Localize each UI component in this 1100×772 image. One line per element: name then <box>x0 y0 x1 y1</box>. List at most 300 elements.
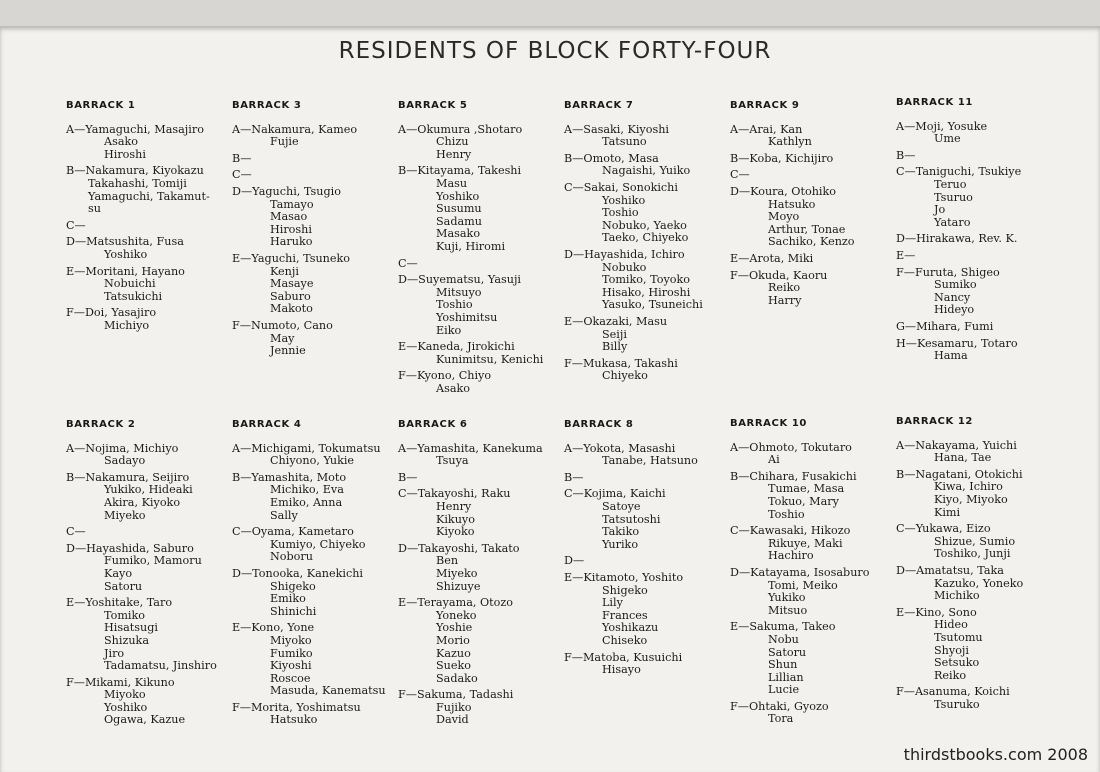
family-head-line <box>896 321 1076 334</box>
family-member: Kikuyo <box>436 512 475 526</box>
head-of-family: Arota, Miki <box>749 251 814 265</box>
family-member: Nagaishi, Yuiko <box>602 164 691 178</box>
family-head-line <box>66 597 246 610</box>
head-of-family: Oyama, Kametaro <box>251 525 354 539</box>
family-member: Tatsutoshi <box>602 512 661 526</box>
family-entry <box>730 169 910 182</box>
family-entry <box>232 153 412 166</box>
family-member: Ai <box>768 453 780 467</box>
head-of-family: Taniguchi, Tsukiye <box>915 165 1022 179</box>
family-member: Ben <box>436 554 459 568</box>
family-head-line <box>232 253 412 266</box>
head-of-family: Yoshitake, Taro <box>85 596 173 610</box>
unit-letter: E— <box>730 620 750 634</box>
family-entry <box>232 186 412 249</box>
family-head-line <box>730 567 910 580</box>
unit-letter: A— <box>564 441 584 455</box>
unit-letter: A— <box>398 122 418 136</box>
family-member: Yukiko <box>768 591 806 605</box>
unit-letter: F— <box>232 318 251 332</box>
family-member: Shizuye <box>436 579 481 593</box>
family-member: Nancy <box>934 290 971 304</box>
unit-letter: B— <box>398 470 418 484</box>
watermark: thirdstbooks.com 2008 <box>903 745 1088 764</box>
family-member: Takahashi, Tomiji <box>88 176 187 190</box>
barrack-block <box>232 100 412 362</box>
family-head-line <box>398 543 578 556</box>
family-head-line <box>896 121 1076 134</box>
family-head-line <box>398 370 578 383</box>
family-entry <box>66 165 246 215</box>
family-member: Nobuko <box>602 260 647 274</box>
family-member: Yoshie <box>436 621 473 635</box>
family-member: Tomiko, Toyoko <box>602 273 691 287</box>
family-entry <box>66 526 246 539</box>
family-member: Yoshiko <box>104 247 148 261</box>
family-member: Seiji <box>602 327 627 341</box>
head-of-family: Sakuma, Tadashi <box>416 688 514 702</box>
family-head-line <box>398 597 578 610</box>
family-head-line <box>730 621 910 634</box>
family-entry <box>730 621 910 697</box>
family-entry <box>564 358 744 383</box>
family-entry <box>398 472 578 485</box>
family-member: Jiro <box>104 646 125 660</box>
family-head-line <box>564 249 744 262</box>
family-member: Miyeko <box>436 566 478 580</box>
family-head-line <box>66 443 246 456</box>
family-member: Tatsuno <box>602 135 647 149</box>
family-member: Hisako, Hiroshi <box>602 285 691 299</box>
unit-letter: E— <box>66 596 86 610</box>
family-entry <box>66 266 246 304</box>
family-entry <box>730 124 910 149</box>
family-member: Tsuruko <box>934 697 980 711</box>
family-head-line <box>232 622 412 635</box>
family-member: Hatsuko <box>270 713 318 727</box>
family-member: Miyoko <box>270 633 312 647</box>
unit-letter: B— <box>896 148 916 162</box>
unit-letter: C— <box>564 487 584 501</box>
family-member: Kumiyo, Chiyeko <box>270 537 366 551</box>
unit-letter: C— <box>398 487 418 501</box>
family-member: Makoto <box>270 302 313 316</box>
unit-letter: C— <box>66 525 86 539</box>
unit-letter: D— <box>398 541 419 555</box>
family-head-line <box>896 523 1076 536</box>
unit-letter: D— <box>564 247 585 261</box>
family-member: Kimi <box>934 505 961 519</box>
family-entry <box>398 543 578 593</box>
family-entry <box>730 270 910 308</box>
family-member: Kiyoko <box>436 525 475 539</box>
family-entry <box>398 488 578 538</box>
unit-letter: E— <box>398 340 418 354</box>
unit-letter: F— <box>730 268 749 282</box>
unit-letter: B— <box>66 164 86 178</box>
family-head-line <box>398 689 578 702</box>
family-entry <box>66 597 246 673</box>
unit-letter: G— <box>896 319 917 333</box>
unit-letter: D— <box>398 273 419 287</box>
unit-letter: A— <box>564 122 584 136</box>
unit-letter: B— <box>564 470 584 484</box>
family-entry <box>232 253 412 316</box>
head-of-family: Ohtaki, Gyozo <box>748 699 829 713</box>
family-member: Hideyo <box>934 303 975 317</box>
family-member: Taeko, Chiyeko <box>602 231 689 245</box>
head-of-family: Ohmoto, Tokutaro <box>749 440 852 454</box>
barrack-heading: BARRACK 3 <box>232 100 302 111</box>
head-of-family: Arai, Kan <box>749 122 803 136</box>
family-entry <box>896 121 1076 146</box>
head-of-family: Yamashita, Kanekuma <box>417 441 543 455</box>
family-member: Harry <box>768 293 802 307</box>
head-of-family: Amatatsu, Taka <box>916 563 1004 577</box>
family-member: Nobuichi <box>104 277 156 291</box>
family-member: Shun <box>768 658 798 672</box>
family-entry <box>730 442 910 467</box>
family-member: Lucie <box>768 683 800 697</box>
head-of-family: Matsushita, Fusa <box>86 235 184 249</box>
head-of-family: Okuda, Kaoru <box>748 268 828 282</box>
family-head-line <box>66 124 246 137</box>
family-entry <box>66 443 246 468</box>
head-of-family: Omoto, Masa <box>583 151 659 165</box>
head-of-family: Nakamura, Seijiro <box>85 470 190 484</box>
family-head-line <box>66 677 246 690</box>
family-member: Michiyo <box>104 318 150 332</box>
family-head-line <box>564 182 744 195</box>
unit-letter: D— <box>66 235 87 249</box>
unit-letter: E— <box>730 251 750 265</box>
head-of-family: Kesamaru, Totaro <box>916 336 1018 350</box>
head-of-family: Yaguchi, Tsugio <box>252 184 341 198</box>
family-member: Setsuko <box>934 656 980 670</box>
family-entry <box>730 701 910 726</box>
head-of-family: Takayoshi, Takato <box>418 541 520 555</box>
family-member: Masao <box>270 210 308 224</box>
family-entry <box>66 124 246 162</box>
unit-letter: D— <box>896 563 917 577</box>
family-entry <box>896 440 1076 465</box>
family-head-line <box>398 165 578 178</box>
family-entry <box>896 250 1076 263</box>
family-member: Yasuko, Tsuneichi <box>602 298 703 312</box>
unit-letter: F— <box>66 675 85 689</box>
family-entry <box>730 186 910 249</box>
family-member: Moyo <box>768 210 800 224</box>
family-member: Satoru <box>768 645 807 659</box>
family-head-line <box>66 526 246 539</box>
family-member: Miyeko <box>104 508 146 522</box>
head-of-family: Mikami, Kikuno <box>84 675 175 689</box>
barrack-heading: BARRACK 10 <box>730 418 807 429</box>
family-member: Rikuye, Maki <box>768 536 843 550</box>
family-entry <box>232 443 412 468</box>
family-member: Kiyo, Miyoko <box>934 492 1008 506</box>
family-member: Masaye <box>270 277 314 291</box>
unit-letter: D— <box>232 566 253 580</box>
head-of-family: Terayama, Otozo <box>417 596 514 610</box>
head-of-family: Yokota, Masashi <box>583 441 676 455</box>
family-member: Haruko <box>270 235 313 249</box>
family-member: Lillian <box>768 670 804 684</box>
family-member: Chizu <box>436 135 469 149</box>
family-member: Tomiko <box>104 608 146 622</box>
family-head-line <box>896 565 1076 578</box>
unit-letter: F— <box>232 700 251 714</box>
family-head-line <box>398 472 578 485</box>
family-head-line <box>730 525 910 538</box>
family-head-line <box>398 341 578 354</box>
family-head-line <box>564 472 744 485</box>
family-member: Teruo <box>934 177 967 191</box>
family-head-line <box>896 233 1076 246</box>
family-member: Kenji <box>270 264 299 278</box>
family-entry <box>564 488 744 551</box>
unit-letter: C— <box>896 522 916 536</box>
unit-letter: H— <box>896 336 917 350</box>
head-of-family: Yukawa, Eizo <box>915 522 991 536</box>
head-of-family: Kyono, Chiyo <box>416 369 492 383</box>
unit-letter: B— <box>66 470 86 484</box>
head-of-family: Suyematsu, Yasuji <box>418 273 521 287</box>
family-member: Yamaguchi, Takamut- <box>88 189 210 203</box>
barrack-heading: BARRACK 2 <box>66 419 136 430</box>
family-member: Shizue, Sumio <box>934 534 1016 548</box>
family-entry <box>398 689 578 727</box>
unit-letter: B— <box>232 151 252 165</box>
family-head-line <box>232 124 412 137</box>
family-head-line <box>66 220 246 233</box>
family-entry <box>896 686 1076 711</box>
family-member: Arthur, Tonae <box>768 222 846 236</box>
head-of-family: Doi, Yasajiro <box>84 306 157 320</box>
head-of-family: Okazaki, Masu <box>583 314 668 328</box>
family-entry <box>564 572 744 648</box>
family-member: Yuriko <box>602 537 639 551</box>
unit-letter: A— <box>66 122 86 136</box>
head-of-family: Kojima, Kaichi <box>583 487 666 501</box>
family-entry <box>66 543 246 593</box>
unit-letter: F— <box>896 685 915 699</box>
family-head-line <box>564 555 744 568</box>
family-entry <box>398 370 578 395</box>
barrack-heading: BARRACK 12 <box>896 416 973 427</box>
family-entry <box>66 677 246 727</box>
barrack-block <box>66 100 246 337</box>
barrack-heading: BARRACK 4 <box>232 419 302 430</box>
family-head-line <box>564 358 744 371</box>
unit-letter: E— <box>896 605 916 619</box>
barrack-block <box>896 97 1076 367</box>
head-of-family: Yaguchi, Tsuneko <box>251 251 351 265</box>
head-of-family: Koura, Otohiko <box>750 184 837 198</box>
family-entry <box>564 443 744 468</box>
family-entry <box>232 526 412 564</box>
family-member: Hisatsugi <box>104 621 158 635</box>
head-of-family: Michigami, Tokumatsu <box>251 441 381 455</box>
head-of-family: Morita, Yoshimatsu <box>250 700 361 714</box>
family-member: David <box>436 713 469 727</box>
barrack-block <box>398 419 578 731</box>
unit-letter: C— <box>398 256 418 270</box>
family-head-line <box>66 236 246 249</box>
unit-letter: F— <box>398 369 417 383</box>
family-member: Chiyeko <box>602 369 648 383</box>
head-of-family: Kino, Sono <box>915 605 977 619</box>
family-entry <box>232 702 412 727</box>
family-member: Hana, Tae <box>934 451 992 465</box>
family-member: Toshiko, Junji <box>934 547 1011 561</box>
head-of-family: Sakuma, Takeo <box>749 620 836 634</box>
family-member: Tatsukichi <box>104 289 163 303</box>
family-head-line <box>896 686 1076 699</box>
barrack-heading: BARRACK 1 <box>66 100 136 111</box>
family-entry <box>398 165 578 253</box>
family-head-line <box>66 266 246 279</box>
family-head-line <box>232 153 412 166</box>
family-member: Kayo <box>104 566 133 580</box>
unit-letter: B— <box>232 470 252 484</box>
unit-letter: B— <box>564 151 584 165</box>
family-member: Tadamatsu, Jinshiro <box>104 659 217 673</box>
unit-letter: A— <box>232 122 252 136</box>
family-head-line <box>896 338 1076 351</box>
family-entry <box>232 320 412 358</box>
family-member: Sally <box>270 508 298 522</box>
family-entry <box>730 253 910 266</box>
family-head-line <box>896 150 1076 163</box>
family-entry <box>896 565 1076 603</box>
head-of-family: Yamashita, Moto <box>251 470 347 484</box>
family-member: Lily <box>602 596 623 610</box>
head-of-family: Koba, Kichijiro <box>749 151 834 165</box>
family-entry <box>896 607 1076 683</box>
family-member: Kazuko, Yoneko <box>934 576 1024 590</box>
unit-letter: B— <box>896 467 916 481</box>
family-head-line <box>564 124 744 137</box>
family-entry <box>232 472 412 522</box>
unit-letter: C— <box>564 180 584 194</box>
family-member: Satoru <box>104 579 143 593</box>
family-member: Chiseko <box>602 633 648 647</box>
family-entry <box>730 567 910 617</box>
head-of-family: Kawasaki, Hikozo <box>749 524 851 538</box>
family-head-line <box>730 169 910 182</box>
family-member: Kuji, Hiromi <box>436 239 506 253</box>
family-head-line <box>398 258 578 271</box>
unit-letter: F— <box>66 306 85 320</box>
family-member: Hachiro <box>768 549 814 563</box>
head-of-family: Kaneda, Jirokichi <box>417 340 515 354</box>
family-entry <box>896 233 1076 246</box>
unit-letter: E— <box>398 596 418 610</box>
head-of-family: Numoto, Cano <box>250 318 333 332</box>
family-member: Tsutomu <box>934 630 983 644</box>
family-head-line <box>232 186 412 199</box>
family-entry <box>66 220 246 233</box>
family-member: Tamayo <box>270 197 314 211</box>
barrack-heading: BARRACK 7 <box>564 100 634 111</box>
head-of-family: Nojima, Michiyo <box>85 441 179 455</box>
family-member: Tumae, Masa <box>768 482 845 496</box>
family-member: Jo <box>934 203 946 217</box>
family-head-line <box>730 186 910 199</box>
family-member: Akira, Kiyoko <box>104 495 181 509</box>
family-entry <box>232 124 412 149</box>
family-member: Fujiko <box>436 700 472 714</box>
family-entry <box>398 341 578 366</box>
family-entry <box>730 525 910 563</box>
family-head-line <box>232 169 412 182</box>
family-entry <box>730 471 910 521</box>
unit-letter: E— <box>564 570 584 584</box>
unit-letter: C— <box>232 525 252 539</box>
family-entry <box>398 443 578 468</box>
family-member: Miyoko <box>104 688 146 702</box>
unit-letter: A— <box>730 440 750 454</box>
unit-letter: F— <box>398 688 417 702</box>
family-member: Kazuo <box>436 646 471 660</box>
page-title: RESIDENTS OF BLOCK FORTY-FOUR <box>338 38 772 64</box>
family-member: Hiroshi <box>270 222 312 236</box>
unit-letter: D— <box>730 565 751 579</box>
family-head-line <box>232 702 412 715</box>
family-member: Sueko <box>436 659 472 673</box>
family-member: Hideo <box>934 618 968 632</box>
head-of-family: Okumura ,Shotaro <box>417 122 523 136</box>
family-member: Nobuko, Yaeko <box>602 218 687 232</box>
family-entry <box>564 249 744 312</box>
family-member: Hama <box>934 349 968 363</box>
family-member: Henry <box>436 147 472 161</box>
head-of-family: Hirakawa, Rev. K. <box>916 232 1018 246</box>
family-member: Shinichi <box>270 604 317 618</box>
head-of-family: Nakamura, Kameo <box>251 122 358 136</box>
barrack-block <box>730 418 910 730</box>
unit-letter: F— <box>730 699 749 713</box>
family-member: Michiko, Eva <box>270 483 344 497</box>
family-member: Reiko <box>768 281 801 295</box>
family-head-line <box>730 153 910 166</box>
family-head-line <box>896 607 1076 620</box>
head-of-family: Matoba, Kusuichi <box>582 650 683 664</box>
family-member: Asako <box>436 381 471 395</box>
family-member: Sadamu <box>436 214 482 228</box>
head-of-family: Yamaguchi, Masajiro <box>85 122 204 136</box>
head-of-family: Takayoshi, Raku <box>417 487 511 501</box>
family-member: Frances <box>602 608 648 622</box>
family-member: Kathlyn <box>768 135 812 149</box>
family-entry <box>398 124 578 162</box>
unit-letter: A— <box>730 122 750 136</box>
head-of-family: Kitamoto, Yoshito <box>583 570 684 584</box>
family-member: Sumiko <box>934 278 977 292</box>
family-member: Ume <box>934 132 961 146</box>
family-head-line <box>398 443 578 456</box>
unit-letter: F— <box>896 265 915 279</box>
unit-letter: D— <box>232 184 253 198</box>
unit-letter: D— <box>564 554 585 568</box>
family-member: Chiyono, Yukie <box>270 454 355 468</box>
family-head-line <box>398 488 578 501</box>
family-entry <box>564 182 744 245</box>
family-member: Hiroshi <box>104 147 146 161</box>
family-head-line <box>232 568 412 581</box>
family-member: May <box>270 331 295 345</box>
